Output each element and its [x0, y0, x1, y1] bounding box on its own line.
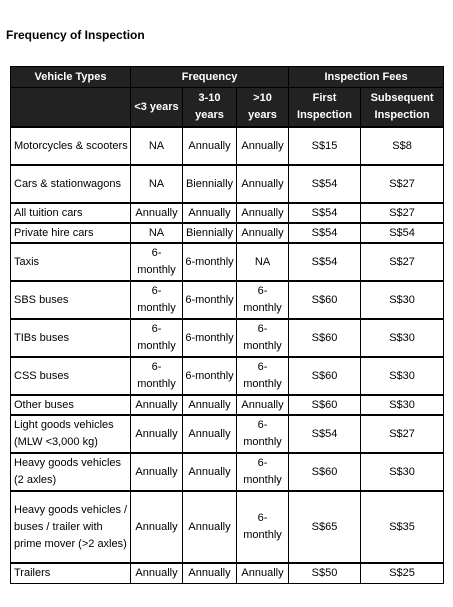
first-fee-cell: S$54 — [289, 203, 361, 223]
freq-3-10-cell: Biennially — [183, 165, 237, 203]
freq-gt10-cell: 6-monthly — [237, 453, 289, 491]
subsequent-fee-cell: S$30 — [361, 357, 444, 395]
table-body — [11, 127, 444, 583]
freq-gt10-cell: 6-monthly — [237, 319, 289, 357]
first-fee-cell: S$65 — [289, 491, 361, 563]
first-fee-cell: S$54 — [289, 243, 361, 281]
vehicle-type-cell: Cars & stationwagons — [11, 165, 131, 203]
subsequent-fee-cell: S$30 — [361, 395, 444, 415]
header-gt10-years: >10 years — [237, 88, 289, 128]
table-row — [11, 563, 444, 583]
freq-3-10-cell: 6-monthly — [183, 319, 237, 357]
subsequent-fee-cell: S$25 — [361, 563, 444, 583]
subsequent-fee-cell: S$30 — [361, 319, 444, 357]
vehicle-type-cell: Motorcycles & scooters — [11, 127, 131, 165]
table-row — [11, 395, 444, 415]
freq-3-10-cell: Annually — [183, 127, 237, 165]
subsequent-fee-cell: S$27 — [361, 203, 444, 223]
freq-3-10-cell: Annually — [183, 563, 237, 583]
freq-3-10-cell: Biennially — [183, 223, 237, 243]
table-row — [11, 319, 444, 357]
vehicle-type-cell: Taxis — [11, 243, 131, 281]
first-fee-cell: S$15 — [289, 127, 361, 165]
first-fee-cell: S$54 — [289, 223, 361, 243]
vehicle-type-cell: Heavy goods vehicles (2 axles) — [11, 453, 131, 491]
freq-lt3-cell: Annually — [131, 395, 183, 415]
table-row — [11, 453, 444, 491]
first-fee-cell: S$54 — [289, 165, 361, 203]
header-frequency: Frequency — [131, 67, 289, 88]
header-3-10-years: 3-10 years — [183, 88, 237, 128]
first-fee-cell: S$60 — [289, 319, 361, 357]
vehicle-type-cell: SBS buses — [11, 281, 131, 319]
freq-gt10-cell: 6-monthly — [237, 491, 289, 563]
freq-3-10-cell: Annually — [183, 453, 237, 491]
vehicle-type-cell: Trailers — [11, 563, 131, 583]
subsequent-fee-cell: S$27 — [361, 415, 444, 453]
freq-3-10-cell: Annually — [183, 203, 237, 223]
header-subsequent-inspection: Subsequent Inspection — [361, 88, 444, 128]
subsequent-fee-cell: S$27 — [361, 243, 444, 281]
table-row — [11, 415, 444, 453]
freq-3-10-cell: Annually — [183, 491, 237, 563]
table-row — [11, 223, 444, 243]
freq-gt10-cell: 6-monthly — [237, 357, 289, 395]
freq-lt3-cell: 6-monthly — [131, 319, 183, 357]
vehicle-type-cell: Heavy goods vehicles / buses / trailer with prime mover (>2 axles) — [11, 491, 131, 563]
table-row — [11, 165, 444, 203]
freq-lt3-cell: Annually — [131, 453, 183, 491]
table-row — [11, 281, 444, 319]
freq-lt3-cell: 6-monthly — [131, 281, 183, 319]
first-fee-cell: S$60 — [289, 395, 361, 415]
header-first-inspection: First Inspection — [289, 88, 361, 128]
freq-lt3-cell: Annually — [131, 415, 183, 453]
freq-lt3-cell: 6-monthly — [131, 357, 183, 395]
freq-gt10-cell: Annually — [237, 203, 289, 223]
table-row — [11, 243, 444, 281]
freq-3-10-cell: 6-monthly — [183, 243, 237, 281]
page-title: Frequency of Inspection — [6, 28, 145, 42]
header-inspection-fees: Inspection Fees — [289, 67, 444, 88]
freq-lt3-cell: 6-monthly — [131, 243, 183, 281]
freq-3-10-cell: 6-monthly — [183, 281, 237, 319]
freq-gt10-cell: 6-monthly — [237, 415, 289, 453]
freq-3-10-cell: 6-monthly — [183, 357, 237, 395]
subsequent-fee-cell: S$35 — [361, 491, 444, 563]
subsequent-fee-cell: S$30 — [361, 281, 444, 319]
freq-lt3-cell: NA — [131, 165, 183, 203]
table-row — [11, 127, 444, 165]
table-row — [11, 357, 444, 395]
vehicle-type-cell: TIBs buses — [11, 319, 131, 357]
header-lt3-years: <3 years — [131, 88, 183, 128]
freq-gt10-cell: Annually — [237, 165, 289, 203]
freq-lt3-cell: NA — [131, 223, 183, 243]
freq-gt10-cell: 6-monthly — [237, 281, 289, 319]
freq-3-10-cell: Annually — [183, 415, 237, 453]
first-fee-cell: S$60 — [289, 357, 361, 395]
table-row — [11, 491, 444, 563]
freq-lt3-cell: Annually — [131, 203, 183, 223]
first-fee-cell: S$54 — [289, 415, 361, 453]
subsequent-fee-cell: S$30 — [361, 453, 444, 491]
freq-gt10-cell: Annually — [237, 127, 289, 165]
table-row — [11, 203, 444, 223]
first-fee-cell: S$60 — [289, 281, 361, 319]
subsequent-fee-cell: S$27 — [361, 165, 444, 203]
freq-3-10-cell: Annually — [183, 395, 237, 415]
freq-lt3-cell: Annually — [131, 563, 183, 583]
first-fee-cell: S$50 — [289, 563, 361, 583]
freq-gt10-cell: Annually — [237, 223, 289, 243]
header-vehicle-types: Vehicle Types — [11, 67, 131, 88]
freq-gt10-cell: Annually — [237, 395, 289, 415]
vehicle-type-cell: All tuition cars — [11, 203, 131, 223]
subsequent-fee-cell: S$8 — [361, 127, 444, 165]
freq-lt3-cell: NA — [131, 127, 183, 165]
freq-lt3-cell: Annually — [131, 491, 183, 563]
vehicle-type-cell: Private hire cars — [11, 223, 131, 243]
vehicle-type-cell: Light goods vehicles (MLW <3,000 kg) — [11, 415, 131, 453]
header-blank — [11, 88, 131, 128]
vehicle-type-cell: CSS buses — [11, 357, 131, 395]
vehicle-type-cell: Other buses — [11, 395, 131, 415]
freq-gt10-cell: NA — [237, 243, 289, 281]
inspection-table — [10, 66, 444, 584]
subsequent-fee-cell: S$54 — [361, 223, 444, 243]
freq-gt10-cell: Annually — [237, 563, 289, 583]
first-fee-cell: S$60 — [289, 453, 361, 491]
